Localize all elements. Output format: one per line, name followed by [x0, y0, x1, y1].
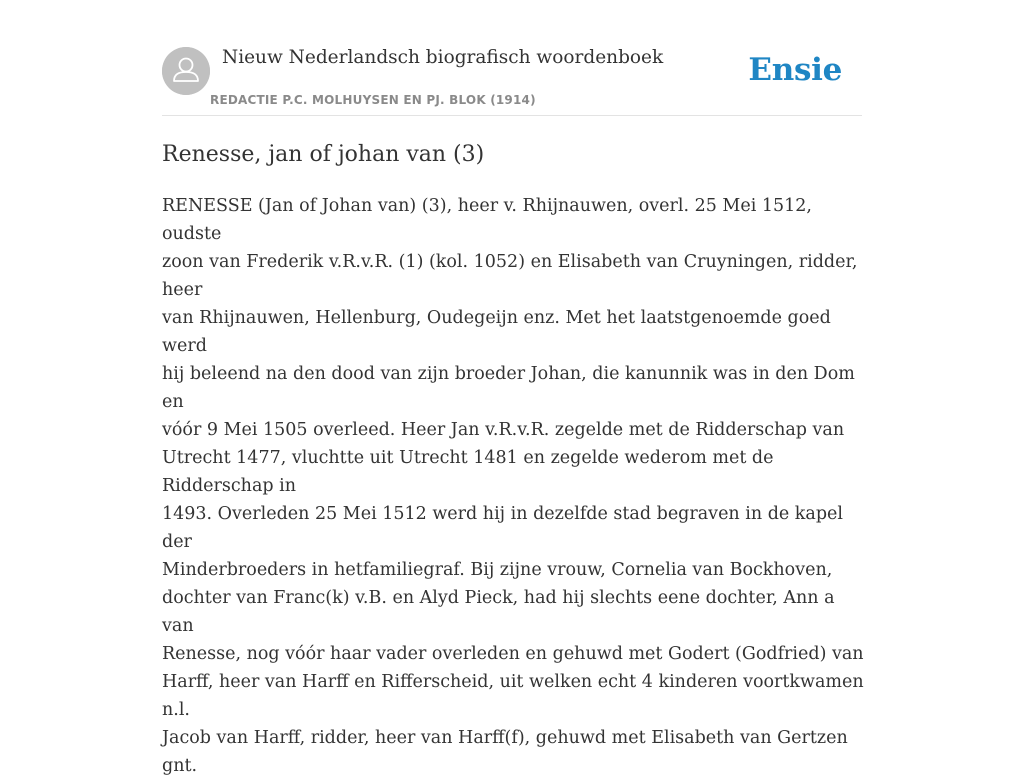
entry-line: Minderbroeders in hetfamiliegraf. Bij zijne vrouw, Cornelia van Bockhoven, — [162, 560, 833, 580]
user-avatar-icon[interactable] — [162, 47, 210, 95]
entry-line: Jacob van Harff, ridder, heer van Harff(f), gehuwd met Elisabeth van Gertzen gnt. — [162, 728, 848, 776]
entry-line: Utrecht 1477, vluchtte uit Utrecht 1481 en zegelde wederom met de Ridderschap in — [162, 448, 774, 496]
entry-line: Renesse, nog vóór haar vader overleden en gehuwd met Godert (Godfried) van — [162, 644, 864, 664]
entry-line: hij beleend na den dood van zijn broeder Johan, die kanunnik was in den Dom en — [162, 364, 855, 412]
ensie-logo[interactable]: Ensie — [748, 52, 842, 88]
source-credit: REDACTIE P.C. MOLHUYSEN EN PJ. BLOK (1914) — [210, 93, 536, 107]
header-divider — [162, 115, 862, 116]
entry-line: zoon van Frederik v.R.v.R. (1) (kol. 1052) en Elisabeth van Cruyningen, ridder, heer — [162, 252, 858, 300]
user-silhouette-icon — [162, 47, 210, 95]
entry-line: vóór 9 Mei 1505 overleed. Heer Jan v.R.v.R. zegelde met de Ridderschap van — [162, 420, 845, 440]
entry-line: van Rhijnauwen, Hellenburg, Oudegeijn enz. Met het laatstgenoemde goed werd — [162, 308, 831, 356]
entry-title: Renesse, jan of johan van (3) — [162, 142, 485, 167]
entry-line: 1493. Overleden 25 Mei 1512 werd hij in dezelfde stad begraven in de kapel der — [162, 504, 844, 552]
entry-body — [162, 192, 868, 780]
entry-line: dochter van Franc(k) v.B. en Alyd Pieck, had hij slechts eene dochter, Ann a van — [162, 588, 835, 636]
source-title[interactable]: Nieuw Nederlandsch biografisch woordenboek — [222, 47, 664, 68]
entry-line: Harff, heer van Harff en Rifferscheid, uit welken echt 4 kinderen voortkwamen n.l. — [162, 672, 864, 720]
page-header — [162, 46, 862, 116]
entry-line: RENESSE (Jan of Johan van) (3), heer v. Rhijnauwen, overl. 25 Mei 1512, oudste — [162, 196, 812, 244]
